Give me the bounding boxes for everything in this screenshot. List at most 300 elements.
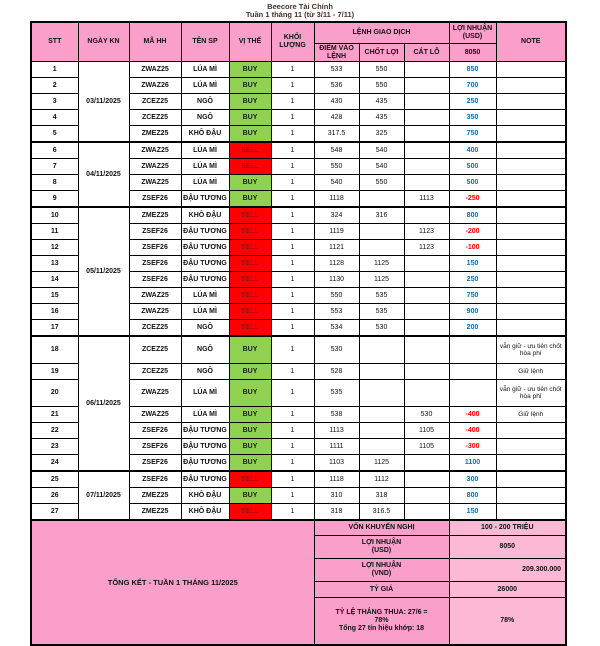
stop-loss-cell — [404, 142, 449, 159]
table-header — [31, 22, 566, 62]
col-header-loi-nhuan-total: 8050 — [449, 44, 496, 62]
note-cell — [496, 455, 566, 472]
symbol-cell: ZMEZ25 — [129, 126, 181, 143]
stt-cell: 27 — [31, 504, 78, 521]
note-cell — [496, 272, 566, 288]
volume-cell: 1 — [271, 78, 314, 94]
side-cell: BUY — [229, 364, 271, 380]
take-profit-cell: 540 — [359, 159, 404, 175]
volume-cell: 1 — [271, 288, 314, 304]
note-cell: Giữ lệnh — [496, 364, 566, 380]
stop-loss-cell: 1123 — [404, 240, 449, 256]
side-cell: BUY — [229, 126, 271, 143]
take-profit-cell: 316 — [359, 207, 404, 224]
product-cell: LÚA MÌ — [181, 304, 229, 320]
stop-loss-cell — [404, 110, 449, 126]
product-cell: KHÔ ĐẬU — [181, 504, 229, 521]
take-profit-cell: 530 — [359, 320, 404, 337]
stop-loss-cell: 1105 — [404, 439, 449, 455]
pnl-cell — [449, 364, 496, 380]
side-cell: BUY — [229, 191, 271, 208]
pnl-cell: -100 — [449, 240, 496, 256]
symbol-cell: ZWAZ25 — [129, 142, 181, 159]
entry-price-cell: 317.5 — [314, 126, 359, 143]
report-title: Beecore Tài Chính — [267, 2, 333, 11]
side-cell: SELL — [229, 320, 271, 337]
symbol-cell: ZWAZ25 — [129, 380, 181, 407]
report-subtitle: Tuần 1 tháng 11 (từ 3/11 - 7/11) — [245, 10, 355, 19]
take-profit-cell: 535 — [359, 288, 404, 304]
entry-price-cell: 1103 — [314, 455, 359, 472]
entry-price-cell: 1111 — [314, 439, 359, 455]
pnl-cell: 1100 — [449, 455, 496, 472]
pnl-cell: 500 — [449, 175, 496, 191]
take-profit-cell: 318 — [359, 488, 404, 504]
entry-price-cell: 1128 — [314, 256, 359, 272]
stop-loss-cell: 1123 — [404, 224, 449, 240]
symbol-cell: ZSEF26 — [129, 240, 181, 256]
volume-cell: 1 — [271, 380, 314, 407]
stop-loss-cell: 1105 — [404, 423, 449, 439]
side-cell: SELL — [229, 304, 271, 320]
symbol-cell: ZSEF26 — [129, 423, 181, 439]
summary-title-cell: TỔNG KẾT - TUẦN 1 THÁNG 11/2025 — [31, 520, 314, 645]
summary-rows — [31, 520, 566, 645]
product-cell: LÚA MÌ — [181, 380, 229, 407]
note-cell — [496, 240, 566, 256]
product-cell: ĐẬU TƯƠNG — [181, 272, 229, 288]
entry-price-cell: 430 — [314, 94, 359, 110]
volume-cell: 1 — [271, 320, 314, 337]
pnl-cell — [449, 336, 496, 364]
volume-cell: 1 — [271, 407, 314, 423]
take-profit-cell: 325 — [359, 126, 404, 143]
stt-cell: 11 — [31, 224, 78, 240]
side-cell: SELL — [229, 159, 271, 175]
product-cell: LÚA MÌ — [181, 288, 229, 304]
product-cell: NGÔ — [181, 110, 229, 126]
stop-loss-cell — [404, 455, 449, 472]
symbol-cell: ZSEF26 — [129, 455, 181, 472]
symbol-cell: ZSEF26 — [129, 439, 181, 455]
volume-cell: 1 — [271, 207, 314, 224]
note-cell — [496, 191, 566, 208]
col-header-diem-vao-lenh: ĐIỂM VÀO LỆNH — [314, 44, 359, 62]
volume-cell: 1 — [271, 256, 314, 272]
stop-loss-cell — [404, 272, 449, 288]
entry-price-cell: 1113 — [314, 423, 359, 439]
symbol-cell: ZCEZ25 — [129, 320, 181, 337]
take-profit-cell: 435 — [359, 110, 404, 126]
symbol-cell: ZSEF26 — [129, 256, 181, 272]
take-profit-cell — [359, 380, 404, 407]
note-cell — [496, 142, 566, 159]
stt-cell: 20 — [31, 380, 78, 407]
note-cell — [496, 423, 566, 439]
product-cell: KHÔ ĐẬU — [181, 488, 229, 504]
note-cell — [496, 256, 566, 272]
product-cell: LÚA MÌ — [181, 407, 229, 423]
note-cell — [496, 504, 566, 521]
note-cell — [496, 78, 566, 94]
volume-cell: 1 — [271, 364, 314, 380]
note-cell — [496, 126, 566, 143]
date-cell: 03/11/2025 — [78, 62, 129, 143]
product-cell: ĐẬU TƯƠNG — [181, 439, 229, 455]
pnl-cell: 800 — [449, 488, 496, 504]
stt-cell: 24 — [31, 455, 78, 472]
stt-cell: 3 — [31, 94, 78, 110]
side-cell: SELL — [229, 272, 271, 288]
take-profit-cell: 540 — [359, 142, 404, 159]
symbol-cell: ZCEZ25 — [129, 364, 181, 380]
note-cell — [496, 110, 566, 126]
pnl-cell: 900 — [449, 304, 496, 320]
side-cell: BUY — [229, 336, 271, 364]
product-cell: NGÔ — [181, 94, 229, 110]
side-cell: SELL — [229, 207, 271, 224]
summary-value-cell: 26000 — [449, 582, 566, 598]
volume-cell: 1 — [271, 488, 314, 504]
stt-cell: 15 — [31, 288, 78, 304]
side-cell: SELL — [229, 142, 271, 159]
stop-loss-cell — [404, 175, 449, 191]
side-cell: BUY — [229, 94, 271, 110]
col-header-ten-sp: TÊN SP — [181, 22, 229, 62]
stop-loss-cell — [404, 320, 449, 337]
symbol-cell: ZWAZ26 — [129, 78, 181, 94]
stop-loss-cell — [404, 288, 449, 304]
side-cell: SELL — [229, 471, 271, 488]
volume-cell: 1 — [271, 94, 314, 110]
entry-price-cell: 1119 — [314, 224, 359, 240]
volume-cell: 1 — [271, 126, 314, 143]
stt-cell: 13 — [31, 256, 78, 272]
entry-price-cell: 310 — [314, 488, 359, 504]
stt-cell: 12 — [31, 240, 78, 256]
side-cell: BUY — [229, 455, 271, 472]
stop-loss-cell — [404, 256, 449, 272]
entry-price-cell: 1118 — [314, 471, 359, 488]
volume-cell: 1 — [271, 159, 314, 175]
volume-cell: 1 — [271, 191, 314, 208]
side-cell: SELL — [229, 288, 271, 304]
stop-loss-cell — [404, 126, 449, 143]
trade-row — [31, 207, 566, 224]
entry-price-cell: 1118 — [314, 191, 359, 208]
entry-price-cell: 548 — [314, 142, 359, 159]
stop-loss-cell — [404, 364, 449, 380]
note-cell — [496, 159, 566, 175]
take-profit-cell: 550 — [359, 175, 404, 191]
take-profit-cell: 550 — [359, 78, 404, 94]
stop-loss-cell — [404, 304, 449, 320]
stop-loss-cell — [404, 207, 449, 224]
entry-price-cell: 538 — [314, 407, 359, 423]
side-cell: BUY — [229, 78, 271, 94]
stt-cell: 1 — [31, 62, 78, 78]
symbol-cell: ZSEF26 — [129, 272, 181, 288]
symbol-cell: ZSEF26 — [129, 191, 181, 208]
date-cell: 07/11/2025 — [78, 471, 129, 520]
volume-cell: 1 — [271, 504, 314, 521]
note-cell — [496, 224, 566, 240]
pnl-cell: -200 — [449, 224, 496, 240]
side-cell: BUY — [229, 439, 271, 455]
stt-cell: 10 — [31, 207, 78, 224]
trade-row — [31, 336, 566, 364]
entry-price-cell: 530 — [314, 336, 359, 364]
side-cell: BUY — [229, 423, 271, 439]
pnl-cell: 850 — [449, 62, 496, 78]
product-cell: ĐẬU TƯƠNG — [181, 471, 229, 488]
volume-cell: 1 — [271, 240, 314, 256]
stt-cell: 19 — [31, 364, 78, 380]
note-cell: vẫn giữ - ưu tiên chốt hòa phí — [496, 336, 566, 364]
product-cell: NGÔ — [181, 364, 229, 380]
side-cell: SELL — [229, 224, 271, 240]
note-cell — [496, 207, 566, 224]
side-cell: BUY — [229, 380, 271, 407]
col-header-lenh-giao-dich: LỆNH GIAO DỊCH — [314, 22, 449, 44]
entry-price-cell: 528 — [314, 364, 359, 380]
stt-cell: 22 — [31, 423, 78, 439]
entry-price-cell: 324 — [314, 207, 359, 224]
col-header-khoi-luong: KHỐI LƯỢNG — [271, 22, 314, 62]
take-profit-cell: 1112 — [359, 471, 404, 488]
entry-price-cell: 1130 — [314, 272, 359, 288]
side-cell: BUY — [229, 62, 271, 78]
take-profit-cell — [359, 336, 404, 364]
pnl-cell: -400 — [449, 407, 496, 423]
pnl-cell: 750 — [449, 288, 496, 304]
take-profit-cell: 435 — [359, 94, 404, 110]
trading-report-table — [30, 21, 567, 646]
pnl-cell: 150 — [449, 504, 496, 521]
col-header-vi-the: VỊ THẾ — [229, 22, 271, 62]
stop-loss-cell — [404, 380, 449, 407]
stt-cell: 4 — [31, 110, 78, 126]
stop-loss-cell: 530 — [404, 407, 449, 423]
side-cell: SELL — [229, 240, 271, 256]
col-header-chot-loi: CHỐT LỢI — [359, 44, 404, 62]
stt-cell: 5 — [31, 126, 78, 143]
col-header-ma-hh: MÃ HH — [129, 22, 181, 62]
product-cell: KHÔ ĐẬU — [181, 207, 229, 224]
product-cell: LÚA MÌ — [181, 78, 229, 94]
stt-cell: 6 — [31, 142, 78, 159]
side-cell: SELL — [229, 256, 271, 272]
summary-row — [31, 520, 566, 536]
symbol-cell: ZSEF26 — [129, 224, 181, 240]
symbol-cell: ZWAZ25 — [129, 304, 181, 320]
take-profit-cell: 535 — [359, 304, 404, 320]
symbol-cell: ZCEZ25 — [129, 94, 181, 110]
product-cell: ĐẬU TƯƠNG — [181, 224, 229, 240]
stop-loss-cell — [404, 78, 449, 94]
entry-price-cell: 553 — [314, 304, 359, 320]
entry-price-cell: 550 — [314, 159, 359, 175]
pnl-cell — [449, 380, 496, 407]
stop-loss-cell — [404, 336, 449, 364]
take-profit-cell — [359, 364, 404, 380]
trade-row — [31, 471, 566, 488]
side-cell: BUY — [229, 407, 271, 423]
volume-cell: 1 — [271, 142, 314, 159]
volume-cell: 1 — [271, 272, 314, 288]
report-title-block — [0, 0, 600, 19]
note-cell — [496, 288, 566, 304]
note-cell — [496, 175, 566, 191]
volume-cell: 1 — [271, 455, 314, 472]
summary-value-cell: 209.300.000 — [449, 559, 566, 582]
stt-cell: 9 — [31, 191, 78, 208]
stop-loss-cell — [404, 62, 449, 78]
volume-cell: 1 — [271, 110, 314, 126]
product-cell: KHÔ ĐẬU — [181, 126, 229, 143]
pnl-cell: 350 — [449, 110, 496, 126]
summary-label-cell: LỢI NHUẬN (VND) — [314, 559, 449, 582]
summary-value-cell: 100 - 200 TRIỆU — [449, 520, 566, 536]
note-cell — [496, 62, 566, 78]
take-profit-cell — [359, 224, 404, 240]
pnl-cell: 700 — [449, 78, 496, 94]
col-header-cat-lo: CẮT LỖ — [404, 44, 449, 62]
col-header-stt: STT — [31, 22, 78, 62]
take-profit-cell: 1125 — [359, 256, 404, 272]
entry-price-cell: 533 — [314, 62, 359, 78]
trade-row — [31, 62, 566, 78]
stop-loss-cell — [404, 488, 449, 504]
summary-label-cell: LỢI NHUẬN (USD) — [314, 536, 449, 559]
volume-cell: 1 — [271, 224, 314, 240]
stop-loss-cell — [404, 159, 449, 175]
side-cell: BUY — [229, 488, 271, 504]
trade-row — [31, 142, 566, 159]
stt-cell: 14 — [31, 272, 78, 288]
product-cell: LÚA MÌ — [181, 159, 229, 175]
entry-price-cell: 534 — [314, 320, 359, 337]
col-header-loi-nhuan: LỢI NHUẬN (USD) — [449, 22, 496, 44]
volume-cell: 1 — [271, 304, 314, 320]
pnl-cell: 200 — [449, 320, 496, 337]
entry-price-cell: 550 — [314, 288, 359, 304]
symbol-cell: ZWAZ25 — [129, 175, 181, 191]
product-cell: NGÔ — [181, 320, 229, 337]
date-cell: 04/11/2025 — [78, 142, 129, 207]
stt-cell: 21 — [31, 407, 78, 423]
symbol-cell: ZWAZ25 — [129, 62, 181, 78]
take-profit-cell — [359, 423, 404, 439]
entry-price-cell: 318 — [314, 504, 359, 521]
pnl-cell: 150 — [449, 256, 496, 272]
pnl-cell: 300 — [449, 471, 496, 488]
entry-price-cell: 1121 — [314, 240, 359, 256]
summary-value-cell: 8050 — [449, 536, 566, 559]
take-profit-cell: 550 — [359, 62, 404, 78]
product-cell: LÚA MÌ — [181, 175, 229, 191]
take-profit-cell — [359, 407, 404, 423]
pnl-cell: 750 — [449, 126, 496, 143]
side-cell: BUY — [229, 175, 271, 191]
note-cell — [496, 320, 566, 337]
take-profit-cell: 316.5 — [359, 504, 404, 521]
note-cell: vẫn giữ - ưu tiên chốt hòa phí — [496, 380, 566, 407]
symbol-cell: ZCEZ25 — [129, 110, 181, 126]
entry-price-cell: 535 — [314, 380, 359, 407]
volume-cell: 1 — [271, 423, 314, 439]
stt-cell: 16 — [31, 304, 78, 320]
pnl-cell: -300 — [449, 439, 496, 455]
product-cell: LÚA MÌ — [181, 142, 229, 159]
col-header-note: NOTE — [496, 22, 566, 62]
entry-price-cell: 428 — [314, 110, 359, 126]
pnl-cell: 250 — [449, 94, 496, 110]
summary-label-cell: TỶ GIÁ — [314, 582, 449, 598]
symbol-cell: ZWAZ25 — [129, 407, 181, 423]
symbol-cell: ZMEZ25 — [129, 488, 181, 504]
product-cell: NGÔ — [181, 336, 229, 364]
take-profit-cell — [359, 240, 404, 256]
side-cell: BUY — [229, 110, 271, 126]
product-cell: LÚA MÌ — [181, 62, 229, 78]
side-cell: SELL — [229, 504, 271, 521]
note-cell — [496, 488, 566, 504]
pnl-cell: 400 — [449, 142, 496, 159]
note-cell — [496, 94, 566, 110]
note-cell — [496, 439, 566, 455]
volume-cell: 1 — [271, 471, 314, 488]
product-cell: ĐẬU TƯƠNG — [181, 256, 229, 272]
stop-loss-cell — [404, 471, 449, 488]
product-cell: ĐẬU TƯƠNG — [181, 240, 229, 256]
entry-price-cell: 536 — [314, 78, 359, 94]
stop-loss-cell: 1113 — [404, 191, 449, 208]
pnl-cell: 800 — [449, 207, 496, 224]
pnl-cell: -400 — [449, 423, 496, 439]
volume-cell: 1 — [271, 336, 314, 364]
take-profit-cell — [359, 191, 404, 208]
stt-cell: 8 — [31, 175, 78, 191]
product-cell: ĐẬU TƯƠNG — [181, 423, 229, 439]
summary-label-cell: TỶ LỆ THẮNG THUA: 27/6 = 78% Tổng 27 tín hiệu khớp: 18 — [314, 598, 449, 646]
take-profit-cell: 1125 — [359, 272, 404, 288]
stt-cell: 7 — [31, 159, 78, 175]
product-cell: ĐẬU TƯƠNG — [181, 191, 229, 208]
col-header-ngay-kn: NGÀY KN — [78, 22, 129, 62]
symbol-cell: ZMEZ25 — [129, 207, 181, 224]
stop-loss-cell — [404, 94, 449, 110]
pnl-cell: -250 — [449, 191, 496, 208]
note-cell — [496, 304, 566, 320]
symbol-cell: ZMEZ25 — [129, 504, 181, 521]
volume-cell: 1 — [271, 175, 314, 191]
take-profit-cell: 1125 — [359, 455, 404, 472]
date-cell: 06/11/2025 — [78, 336, 129, 471]
stop-loss-cell — [404, 504, 449, 521]
date-cell: 05/11/2025 — [78, 207, 129, 336]
take-profit-cell — [359, 439, 404, 455]
pnl-cell: 250 — [449, 272, 496, 288]
entry-price-cell: 540 — [314, 175, 359, 191]
pnl-cell: 500 — [449, 159, 496, 175]
stt-cell: 17 — [31, 320, 78, 337]
volume-cell: 1 — [271, 62, 314, 78]
note-cell — [496, 471, 566, 488]
symbol-cell: ZCEZ25 — [129, 336, 181, 364]
summary-value-cell: 78% — [449, 598, 566, 646]
stt-cell: 23 — [31, 439, 78, 455]
